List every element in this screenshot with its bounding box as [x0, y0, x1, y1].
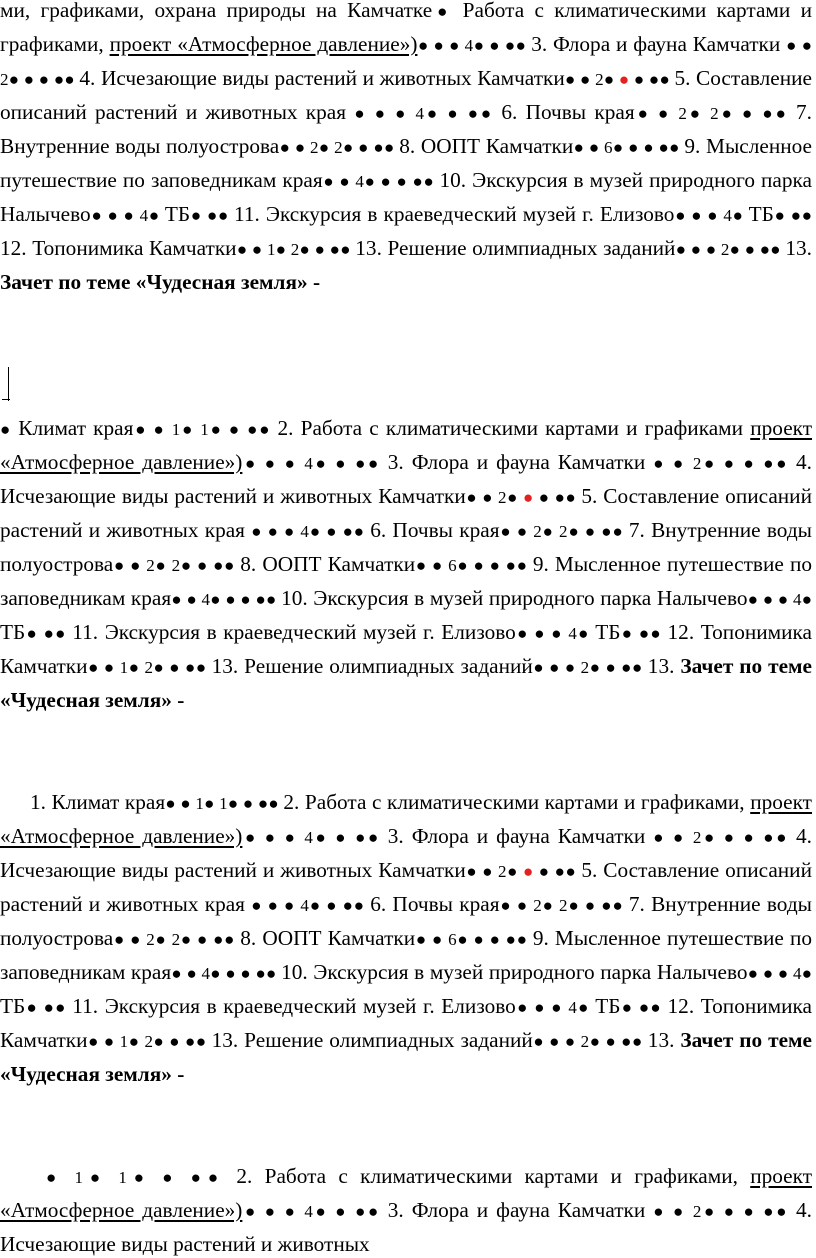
bullet-marker: ● ● 1● 2● ● ●●: [236, 240, 356, 259]
text-run: 12. Топонимика Камчатки: [0, 620, 812, 678]
text-run: 10. Экскурсия в музей природного парка Налычево: [0, 168, 812, 226]
text-run: Климат края: [18, 416, 134, 440]
text-run: 5. Составление описаний растений и животных края: [0, 858, 812, 916]
red-bullet-marker: ●: [522, 488, 534, 507]
bullet-marker: ● ● ● 4●: [674, 206, 749, 225]
bullet-marker: ● ●●: [773, 206, 812, 225]
bullet-marker: ● ● 6● ● ● ●●: [415, 930, 533, 949]
text-run: 12. Топонимика Камчатки: [0, 236, 237, 260]
bullet-marker: ● ● 2●: [465, 488, 523, 507]
bullet-marker: ● ● 1● 1● ● ●●: [165, 794, 284, 813]
bullet-marker: ● ● 6● ● ● ●●: [573, 138, 685, 157]
text-run: 11. Экскурсия в краеведческий музей г. Елизово: [72, 620, 516, 644]
bullet-marker: ● ● 2● ● ● ●●: [653, 454, 796, 473]
bullet-marker: ● ●●: [533, 488, 582, 507]
text-run: 7. Внутренние воды полуострова: [0, 518, 812, 576]
red-bullet-marker: ●: [522, 862, 534, 881]
text-run: ТБ: [0, 994, 26, 1018]
bullet-marker: ● ● ● 2● ● ●●: [532, 658, 648, 677]
bullet-marker: ● ● 2● ● ● ●●: [653, 1202, 796, 1221]
bullet-marker: ● ●●: [533, 862, 582, 881]
text-run: 3. Флора и фауна Камчатки: [387, 450, 654, 474]
text-run: 4. Исчезающие виды растений и животных Камчатки: [0, 824, 812, 882]
paragraph-3: [0, 786, 812, 1090]
underlined-link-text: проект «Атмосферное давление»): [0, 790, 812, 848]
bullet-marker: ● ●●: [190, 206, 235, 225]
bullet-marker: ● ● ● 2● ● ●●: [532, 1032, 648, 1051]
text-run: ТБ: [748, 202, 774, 226]
bullet-marker: ● ● ● 4●: [90, 206, 165, 225]
bold-heading-text: Зачет по теме «Чудесная земля» -: [0, 654, 812, 712]
paragraph-1: [0, 0, 812, 298]
bullet-marker: ● ● 2●: [465, 862, 523, 881]
bullet-marker: ● ● 2● 2● ● ●●: [279, 138, 400, 157]
text-run: 8. ООПТ Камчатки: [240, 926, 416, 950]
paragraph-4: [0, 1160, 812, 1258]
bullet-marker: ● ● ● 4● ● ●●: [251, 522, 371, 541]
text-run: 2. Работа с климатическими картами и графиками,: [236, 1164, 751, 1188]
text-run: ми, графиками, охрана природы на Камчатке: [0, 0, 433, 22]
paragraph-2: [0, 412, 812, 716]
text-run: 9. Мысленное путешествие по заповедникам края: [0, 926, 812, 984]
text-run: ТБ: [595, 620, 621, 644]
underlined-link-text: проект «Атмосферное давление»): [109, 32, 418, 56]
bullet-marker: ● ●●: [25, 624, 73, 643]
bullet-marker: ● ● ● 4● ● ●●: [417, 36, 532, 55]
bullet-marker: ● ● ● 4● ● ●●: [242, 828, 388, 847]
bullet-marker: ●: [0, 420, 19, 439]
underlined-link-text: проект «Атмосферное давление»): [0, 416, 813, 474]
bullet-marker: ● ● 2● 2● ● ●●: [499, 522, 629, 541]
bullet-marker: ● ● 2● 2● ● ●●: [113, 556, 241, 575]
bullet-marker: ● ● 4● ● ● ●●: [171, 590, 282, 609]
bullet-marker: ● ● 6● ● ● ●●: [415, 556, 533, 575]
text-run: Работа с климатическими картами и графиками,: [0, 0, 812, 56]
text-run: 3. Флора и фауна Камчатки: [387, 824, 654, 848]
text-run: 5. Составление описаний растений и животных края: [0, 484, 812, 542]
text-run: 3. Флора и фауна Камчатки: [531, 32, 787, 56]
text-run: 8. ООПТ Камчатки: [240, 552, 416, 576]
text-run: 2. Работа с климатическими картами и графиками,: [283, 790, 751, 814]
text-run: 7. Внутренние воды полуострова: [0, 100, 812, 158]
bullet-marker: ● ● 1● 2● ● ●●: [87, 1032, 212, 1051]
text-run: 10. Экскурсия в музей природного парка Налычево: [281, 960, 748, 984]
bullet-marker: ● ● ● 4● ● ●●: [242, 1202, 388, 1221]
bold-heading-text: Зачет по теме «Чудесная земля» -: [0, 1028, 812, 1086]
bullet-marker: ● ● 4● ● ● ●●: [171, 964, 282, 983]
bullet-marker: ● ● 4● ● ● ●●: [322, 172, 440, 191]
text-run: ТБ: [595, 994, 621, 1018]
text-run: 3. Флора и фауна Камчатки: [387, 1198, 654, 1222]
bullet-marker: ● ● 1● 2● ● ●●: [87, 658, 212, 677]
text-run: 11. Экскурсия в краеведческий музей г. Елизово: [234, 202, 675, 226]
text-run: 13.: [647, 1028, 681, 1052]
bullet-marker: ● ● 2● 2● ● ●●: [499, 896, 629, 915]
bullet-marker: ● ● ● 4● ● ●●: [242, 454, 388, 473]
bullet-marker: ● ● ● 4● ● ●●: [354, 104, 502, 123]
bullet-marker: ● ● ● 4●: [515, 998, 596, 1017]
text-run: 13.: [785, 236, 812, 260]
bullet-marker: ● ● 2●: [564, 70, 619, 89]
text-run: 7. Внутренние воды полуострова: [0, 892, 812, 950]
text-run: ТБ: [0, 620, 26, 644]
bullet-marker: ● ●●: [620, 998, 668, 1017]
text-cursor-marker: [8, 367, 9, 401]
bullet-marker: ● ● 1● 1● ● ●●: [133, 420, 278, 439]
bullet-marker: ● ●●: [25, 998, 73, 1017]
bold-heading-text: Зачет по теме «Чудесная земля» -: [0, 270, 321, 294]
text-run: 13. Решение олимпиадных заданий: [211, 1028, 533, 1052]
bullet-marker: ● ● ● 4●: [747, 590, 812, 609]
bullet-marker: ● ● ● 4●: [515, 624, 596, 643]
bullet-marker: ● ● 2● ● ● ●●: [653, 828, 796, 847]
red-bullet-marker: ●: [618, 70, 630, 89]
bullet-marker: ● ● 2● ● ● ●●: [0, 36, 812, 89]
text-run: 12. Топонимика Камчатки: [0, 994, 812, 1052]
bullet-marker: ● ●●: [620, 624, 668, 643]
text-run: 13.: [647, 654, 681, 678]
text-run: 1. Климат края: [30, 790, 166, 814]
text-run: 9. Мысленное путешествие по заповедникам края: [0, 552, 812, 610]
bullet-marker: ●: [432, 2, 453, 21]
text-run: ТБ: [164, 202, 191, 226]
text-run: 8. ООПТ Камчатки: [399, 134, 574, 158]
text-run: 2. Работа с климатическими картами и графиками: [277, 416, 751, 440]
bullet-marker: ● 1● 1● ● ●●: [46, 1168, 237, 1187]
bullet-marker: ● ● ● 2● ● ●●: [675, 240, 786, 259]
bullet-marker: ● ● ● 4● ● ●●: [251, 896, 371, 915]
text-run: 13. Решение олимпиадных заданий: [211, 654, 533, 678]
text-run: 13. Решение олимпиадных заданий: [355, 236, 676, 260]
text-run: 9. Мысленное путешествие по заповедникам края: [0, 134, 812, 192]
bullet-marker: ● ● ● 4●: [747, 964, 812, 983]
text-run: 5. Составление описаний растений и животных края: [0, 66, 812, 124]
text-run: 6. Почвы края: [370, 892, 500, 916]
text-run: 6. Почвы края: [370, 518, 500, 542]
bullet-marker: ● ● 2● 2● ● ●●: [113, 930, 241, 949]
text-run: 11. Экскурсия в краеведческий музей г. Елизово: [72, 994, 516, 1018]
bullet-marker: ● ● 2● 2● ● ●●: [634, 104, 797, 123]
text-run: 10. Экскурсия в музей природного парка Налычево: [281, 586, 748, 610]
text-run: 4. Исчезающие виды растений и животных Камчатки: [0, 450, 812, 508]
underlined-link-text: проект «Атмосферное давление»): [0, 1164, 812, 1222]
bullet-marker: ● ●●: [629, 70, 675, 89]
text-run: 4. Исчезающие виды растений и животных Камчатки: [79, 66, 565, 90]
text-run: 6. Почвы края: [501, 100, 635, 124]
text-run: 4. Исчезающие виды растений и животных: [0, 1198, 812, 1256]
